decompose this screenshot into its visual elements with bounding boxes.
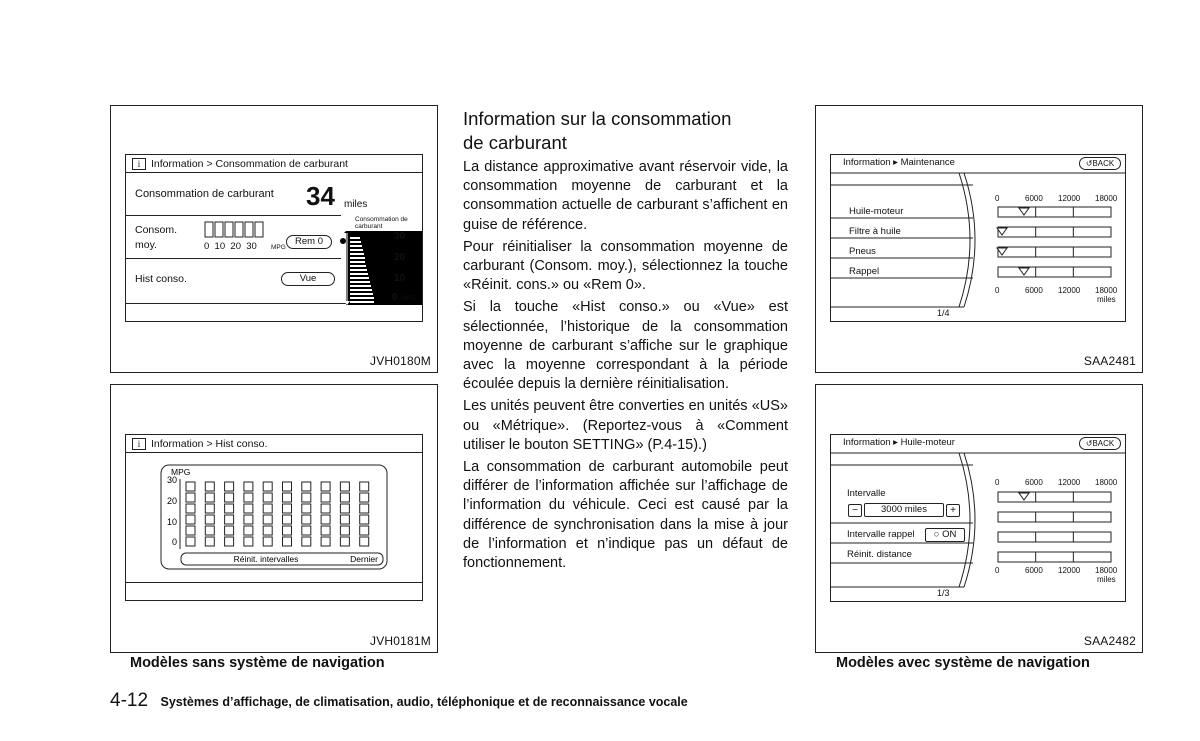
gauge-label-20: 20 [394,252,406,263]
range-value: 34 [306,181,335,211]
paragraph: La consommation de carburant automobile peut différer de l’information affichée sur l’affichage de l’information du véhicule. Ceci est causé par la différence de synchronisation dans la mise à jour de l’information et n’indique pas un défaut de fonctionnement. [463,459,788,572]
progress-bar [998,552,1111,562]
history-bar-cell [263,537,272,546]
history-bar-cell [225,504,234,513]
history-bar-cell [321,537,330,546]
scale-unit: miles [1097,295,1116,304]
item-engine-oil[interactable]: Huile-moteur [849,206,904,217]
progress-bar [998,267,1111,277]
back-label: BACK [1092,159,1115,168]
history-bar-cell [283,493,292,502]
fuel-gauge [340,231,422,305]
divider [126,215,341,216]
rem-zero-button[interactable]: Rem 0 [286,235,332,249]
gauge-tick [350,253,364,255]
figure-engine-oil [815,384,1143,653]
item-oil-filter[interactable]: Filtre à huile [849,226,901,237]
vue-button[interactable]: Vue [281,272,335,286]
history-bar-cell [321,482,330,491]
progress-marker-icon [1019,268,1029,275]
range-unit: miles [344,199,368,210]
gauge-tick [350,277,369,279]
screen-header [126,155,422,173]
history-bar-cell [186,537,195,546]
screen-maintenance [830,154,1126,322]
scale-bottom-18000: 18000 [1095,286,1118,295]
history-bar-cell [340,504,349,513]
screen-fuel-consumption [125,154,423,322]
back-button[interactable] [1079,157,1121,170]
gauge-tick [350,281,370,283]
mini-bars [204,221,266,239]
paragraph: Les unités peuvent être converties en unités «US» ou «Métrique». (Reportez-vous à «Comment utiliser le bouton SETTING» (P.4-15).) [463,398,788,453]
scale-top-12000: 12000 [1058,478,1081,487]
page-indicator: 1/3 [937,588,950,598]
history-bar-cell [360,504,369,513]
reset-label: Réinit. intervalles [233,554,299,564]
history-bar-cell [244,515,253,524]
scale-top-0: 0 [995,194,1000,203]
y-tick: 10 [166,517,177,527]
history-bar-cell [302,504,311,513]
paragraph: La distance approximative avant réservoir vide, la consommation moyenne de carburant et la consommation actuelle de carburant s’affichent en guise de référence. [463,159,788,233]
history-bar-cell [263,515,272,524]
title-line-1: Information sur la consommation [463,108,732,129]
screen-header [126,435,422,453]
progress-bar [998,512,1111,522]
progress-bar [998,492,1111,502]
y-unit: MPG [171,467,191,477]
scale-bottom-12000: 12000 [1058,566,1081,575]
caption-left: Modèles sans système de navigation [130,655,385,671]
gauge-tick [350,293,373,295]
info-icon: i [132,438,146,450]
plus-button[interactable]: + [946,504,960,517]
gauge-label-0: 0 [392,292,398,303]
gauge-unit: MPG [401,295,416,302]
history-bar-cell [244,504,253,513]
history-bar-cell [302,493,311,502]
moy-label: moy. [135,239,157,251]
history-bar-cell [225,515,234,524]
scale-bottom-0: 0 [995,566,1000,575]
scale-top-18000: 18000 [1095,478,1118,487]
figure-code: SAA2482 [1083,634,1136,648]
y-tick: 0 [171,537,177,547]
history-bar-cell [263,482,272,491]
scale-bottom-0: 0 [995,286,1000,295]
history-bar-cell [340,493,349,502]
history-bar-cell [225,526,234,535]
screen-engine-oil [830,434,1126,602]
history-bar-cell [302,482,311,491]
history-bar-cell [263,504,272,513]
history-bar-cell [321,526,330,535]
scale-top-18000: 18000 [1095,194,1118,203]
history-bar-cell [205,515,214,524]
gauge-tick [350,249,363,251]
maintenance-screen [831,155,1125,321]
fuel-label: Consommation de carburant [135,188,274,200]
history-bar-cell [321,493,330,502]
history-bar-cell [205,537,214,546]
page-indicator: 1/4 [937,308,950,318]
figure-fuel-consumption [110,105,438,373]
back-arrow-icon: ↺ [1085,439,1093,448]
screen-history [125,434,423,601]
history-bar-cell [205,504,214,513]
header-title: Information ▸ Maintenance [843,157,955,168]
progress-bar [998,227,1111,237]
caption-right: Modèles avec système de navigation [836,655,1090,671]
history-bar-cell [205,482,214,491]
article [463,107,788,576]
history-bar-cell [205,526,214,535]
scale-unit: MPG [271,244,286,251]
y-tick: 30 [166,475,177,485]
figure-history [110,384,438,653]
history-bar-cell [283,537,292,546]
history-bar-cell [302,526,311,535]
item-tires[interactable]: Pneus [849,246,876,257]
gauge-tick [350,273,368,275]
history-bar-cell [186,515,195,524]
toggle-indicator-icon: ○ [933,529,940,540]
header-title: Information > Hist conso. [151,437,268,450]
reset-distance-label[interactable]: Réinit. distance [847,549,912,560]
section-title: Systèmes d’affichage, de climatisation, audio, téléphonique et de reconnaissance vocale [160,695,688,709]
curved-divider [959,173,970,307]
history-bar-cell [225,482,234,491]
history-bar-cell [186,482,195,491]
gauge-tick [350,285,371,287]
history-bar-cell [205,493,214,502]
scale-top-0: 0 [995,478,1000,487]
history-bar-cell [302,537,311,546]
history-bar-cell [283,482,292,491]
interval-value: 3000 miles [864,503,944,517]
history-chart [126,453,422,583]
history-bar-cell [225,493,234,502]
gauge-tick [350,289,372,291]
history-bar-cell [360,537,369,546]
y-tick: 20 [166,496,177,506]
history-bar-cell [244,537,253,546]
history-bar-cell [360,493,369,502]
history-bar-cell [302,515,311,524]
progress-bar [998,207,1111,217]
scale-ticks: 0 10 20 30 [204,241,257,252]
header-title: Information > Consommation de carburant [151,157,348,170]
hist-label: Hist conso. [135,273,187,285]
history-bar-cell [244,493,253,502]
gauge-tick [350,245,362,247]
back-button[interactable] [1079,437,1121,450]
gauge-tick [350,261,365,263]
history-bar-cell [283,504,292,513]
consom-label: Consom. [135,224,178,236]
reminder-toggle[interactable] [925,528,965,542]
header-title: Information ▸ Huile-moteur [843,437,955,448]
curved-divider [959,453,970,587]
progress-bar [998,532,1111,542]
title-line-2: de carburant [463,132,567,153]
history-bar-cell [186,493,195,502]
history-bar-cell [340,482,349,491]
history-bar-cell [340,537,349,546]
last-label: Dernier [350,554,378,564]
back-arrow-icon: ↺ [1085,159,1093,168]
history-bar-cell [263,526,272,535]
scale-bottom-18000: 18000 [1095,566,1118,575]
history-bar-cell [283,526,292,535]
history-bar-cell [360,515,369,524]
gauge-title-1: Consommation de [355,216,408,223]
history-bar-cell [263,493,272,502]
paragraph: Si la touche «Hist conso.» ou «Vue» est sélectionnée, l’historique de la consommation moyenne de carburant s’affiche sur le graphique avec la moyenne correspondant à la période écoulée depuis la dernière réinitialisation. [463,299,788,393]
engine-oil-screen [831,435,1125,601]
scale-bottom-6000: 6000 [1025,566,1043,575]
gauge-tick [350,297,374,299]
history-bar-cell [360,482,369,491]
history-bar-cell [321,504,330,513]
history-bar-cell [225,537,234,546]
gauge-tick [350,237,360,239]
divider [126,258,341,259]
back-label: BACK [1092,439,1115,448]
item-reminder[interactable]: Rappel [849,266,880,277]
reminder-label: Intervalle rappel [847,529,915,540]
progress-marker-icon [1019,208,1029,215]
gauge-tick [350,241,361,243]
page-number: 4-12 [110,690,149,711]
reminder-value: ON [942,529,957,540]
figure-code: JVH0180M [370,354,431,368]
figure-maintenance [815,105,1143,373]
minus-button[interactable]: − [848,504,862,517]
gauge-tick [350,265,366,267]
history-bar-cell [186,504,195,513]
history-bar-cell [321,515,330,524]
scale-top-12000: 12000 [1058,194,1081,203]
progress-bar [998,247,1111,257]
history-bar-cell [340,515,349,524]
scale-bottom-6000: 6000 [1025,286,1043,295]
page-footer [110,690,688,712]
history-bar-cell [340,526,349,535]
interval-label: Intervalle [847,488,886,499]
history-bar-cell [186,526,195,535]
history-bar-cell [360,526,369,535]
figure-code: JVH0181M [370,634,431,648]
gauge-tick [350,269,367,271]
scale-bottom-12000: 12000 [1058,286,1081,295]
gauge-title-2: carburant [355,223,383,230]
article-title [463,107,788,155]
gauge-label-10: 10 [394,273,406,284]
history-bar-cell [244,482,253,491]
history-bar-cell [283,515,292,524]
scale-unit: miles [1097,575,1116,584]
progress-marker-icon [1019,493,1029,500]
gauge-tick [350,257,365,259]
scale-top-6000: 6000 [1025,478,1043,487]
figure-code: SAA2481 [1083,354,1136,368]
gauge-tick [350,301,374,303]
scale-top-6000: 6000 [1025,194,1043,203]
info-icon: i [132,158,146,170]
history-bar-cell [244,526,253,535]
divider [126,582,422,583]
gauge-pointer-dot [340,238,346,244]
paragraph: Pour réinitialiser la consommation moyenne de carburant (Consom. moy.), sélectionnez la touche «Réinit. cons.» ou «Rem 0». [463,238,788,294]
gauge-label-30: 30 [394,231,406,242]
